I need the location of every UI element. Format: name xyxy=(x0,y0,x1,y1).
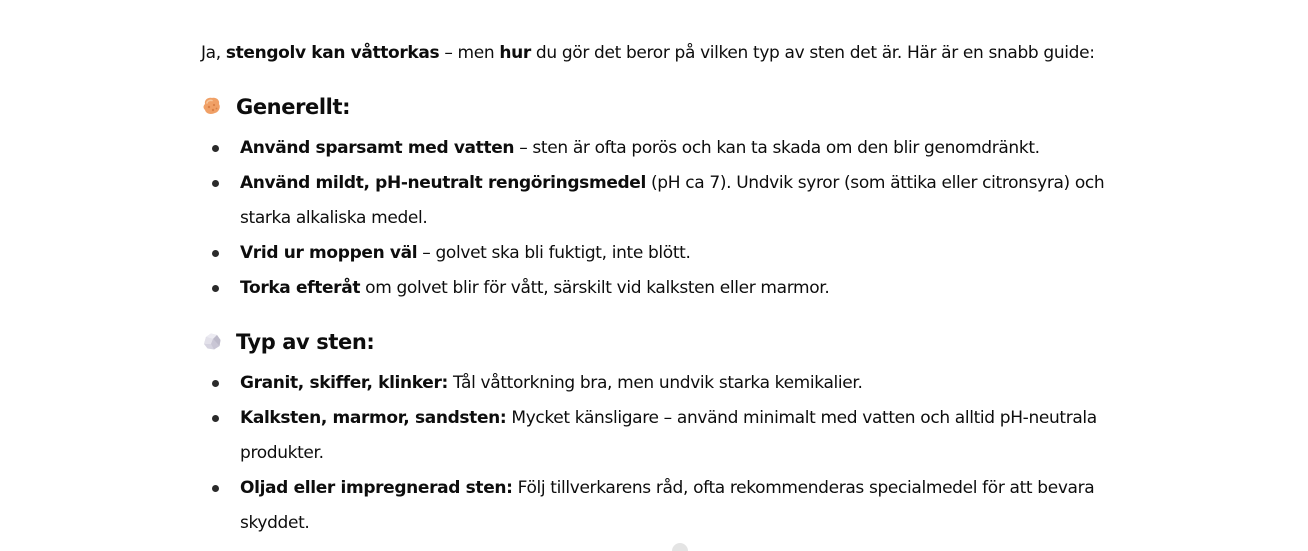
list-item xyxy=(201,366,1141,401)
list-item-bold: Använd sparsamt med vatten xyxy=(240,138,515,158)
list-item-text: – golvet ska bli fuktigt, inte blött. xyxy=(417,243,691,263)
bullet xyxy=(212,485,219,492)
bullet xyxy=(212,250,219,257)
heading-general-text: Generellt: xyxy=(236,95,351,119)
intro-middle: – men xyxy=(439,43,500,63)
list-item-text: Mycket känsligare – använd minimalt med vatten och alltid pH-neutrala produkter. xyxy=(240,408,1097,463)
intro-bold-phrase: stengolv kan våttorkas xyxy=(225,43,440,63)
list-item xyxy=(201,471,1120,541)
intro-suffix: du gör det beror på vilken typ av sten det är. Här är en snabb guide: xyxy=(530,43,1095,63)
list-item-text: Tål våttorkning bra, men undvik starka kemikalier. xyxy=(447,373,863,393)
heading-stone-type-text: Typ av sten: xyxy=(236,330,375,354)
intro-bold-word: hur xyxy=(499,43,531,63)
list-item-bold: Granit, skiffer, klinker: xyxy=(240,373,448,393)
list-item xyxy=(201,131,1141,166)
list-item-text: om golvet blir för vått, särskilt vid kalksten eller marmor. xyxy=(360,278,830,298)
bullet xyxy=(212,380,219,387)
stone-list xyxy=(201,366,1141,541)
list-item xyxy=(201,401,1130,471)
intro-paragraph xyxy=(201,41,1095,65)
bullet xyxy=(212,415,219,422)
list-item-bold: Kalksten, marmor, sandsten: xyxy=(240,408,507,428)
bullet xyxy=(212,180,219,187)
heading-stone-type xyxy=(201,328,374,356)
intro-prefix: Ja, xyxy=(201,43,226,63)
general-list xyxy=(201,131,1141,306)
rock-icon xyxy=(201,330,223,352)
list-item-bold: Torka efteråt xyxy=(240,278,361,298)
list-item xyxy=(201,236,1141,271)
heading-general xyxy=(201,93,350,121)
list-item-bold: Oljad eller impregnerad sten: xyxy=(240,478,513,498)
list-item-bold: Använd mildt, pH-neutralt rengöringsmedel xyxy=(240,173,646,193)
list-item-text: – sten är ofta porös och kan ta skada om den blir genomdränkt. xyxy=(514,138,1040,158)
bullet xyxy=(212,145,219,152)
list-item xyxy=(201,166,1120,236)
list-item-bold: Vrid ur moppen väl xyxy=(240,243,418,263)
bullet xyxy=(212,285,219,292)
sponge-icon xyxy=(201,95,223,117)
list-item xyxy=(201,271,1141,306)
scroll-down-button[interactable] xyxy=(672,543,688,551)
list-item-text: (pH ca 7). Undvik syror (som ättika eller citronsyra) och starka alkaliska medel. xyxy=(240,173,1105,228)
list-item-text: Följ tillverkarens råd, ofta rekommenderas specialmedel för att bevara skyddet. xyxy=(240,478,1095,533)
